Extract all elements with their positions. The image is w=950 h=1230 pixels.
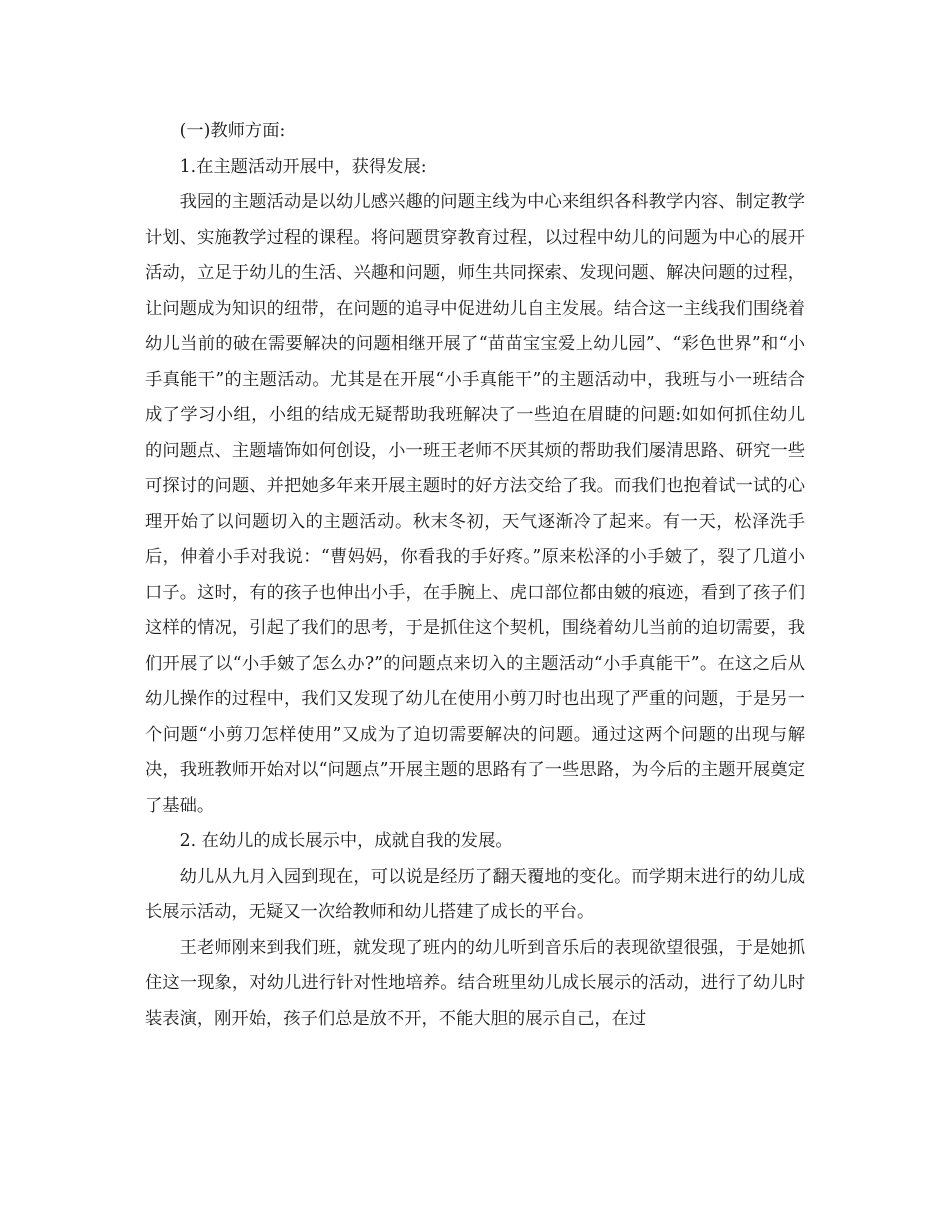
document-body xyxy=(145,114,805,1037)
body-paragraph-3: 王老师刚来到我们班，就发现了班内的幼儿听到音乐后的表现欲望很强，于是她抓住这一现象，对幼儿进行针对性地培养。结合班里幼儿成长展示的活动，进行了幼儿时装表演，刚开始，孩子们总是放不开，不能大胆的展示自己，在过 xyxy=(145,937,805,1029)
section-heading: (一)教师方面: xyxy=(179,121,286,141)
body-paragraph-1: 我园的主题活动是以幼儿感兴趣的问题主线为中心来组织各科教学内容、制定教学计划、实施教学过程的课程。将问题贯穿教育过程，以过程中幼儿的问题为中心的展开活动，立足于幼儿的生活、兴趣和问题，师生共同探索、发现问题、解决问题的过程，让问题成为知识的纽带，在问题的追寻中促进幼儿自主发展。结合这一主线我们围绕着幼儿当前的破在需要解决的问题相继开展了“苗苗宝宝爱上幼儿园”、“彩色世界”和“小手真能干”的主题活动。尤其是在开展“小手真能干”的主题活动中，我班与小一班结合成了学习小组，小组的结成无疑帮助我班解决了一些迫在眉睫的问题:如如何抓住幼儿的问题点、主题墙饰如何创设，小一班王老师不厌其烦的帮助我们屡清思路、研究一些可探讨的问题、并把她多年来开展主题时的好方法交给了我。而我们也抱着试一试的心理开始了以问题切入的主题活动。秋末冬初，天气逐渐冷了起来。有一天，松泽洗手后，伸着小手对我说：“曹妈妈，你看我的手好疼。”原来松泽的小手皴了，裂了几道小口子。这时，有的孩子也伸出小手，在手腕上、虎口部位都由皴的痕迹，看到了孩子们这样的情况，引起了我们的思考，于是抓住这个契机，围绕着幼儿当前的迫切需要，我们开展了以“小手皴了怎么办?”的问题点来切入的主题活动“小手真能干”。在这之后从幼儿操作的过程中，我们又发现了幼儿在使用小剪刀时也出现了严重的问题，于是另一个问题“小剪刀怎样使用”又成为了迫切需要解决的问题。通过这两个问题的出现与解决，我班教师开始对以“问题点”开展主题的思路有了一些思路，为今后的主题开展奠定了基础。 xyxy=(145,192,805,816)
subsection-heading-1: 1.在主题活动开展中，获得发展: xyxy=(179,156,427,177)
subsection-heading-2: 2. 在幼儿的成长展示中，成就自我的发展。 xyxy=(179,831,513,851)
body-paragraph-2: 幼儿从九月入园到现在，可以说是经历了翻天覆地的变化。而学期末进行的幼儿成长展示活动，无疑又一次给教师和幼儿搭建了成长的平台。 xyxy=(145,866,805,922)
